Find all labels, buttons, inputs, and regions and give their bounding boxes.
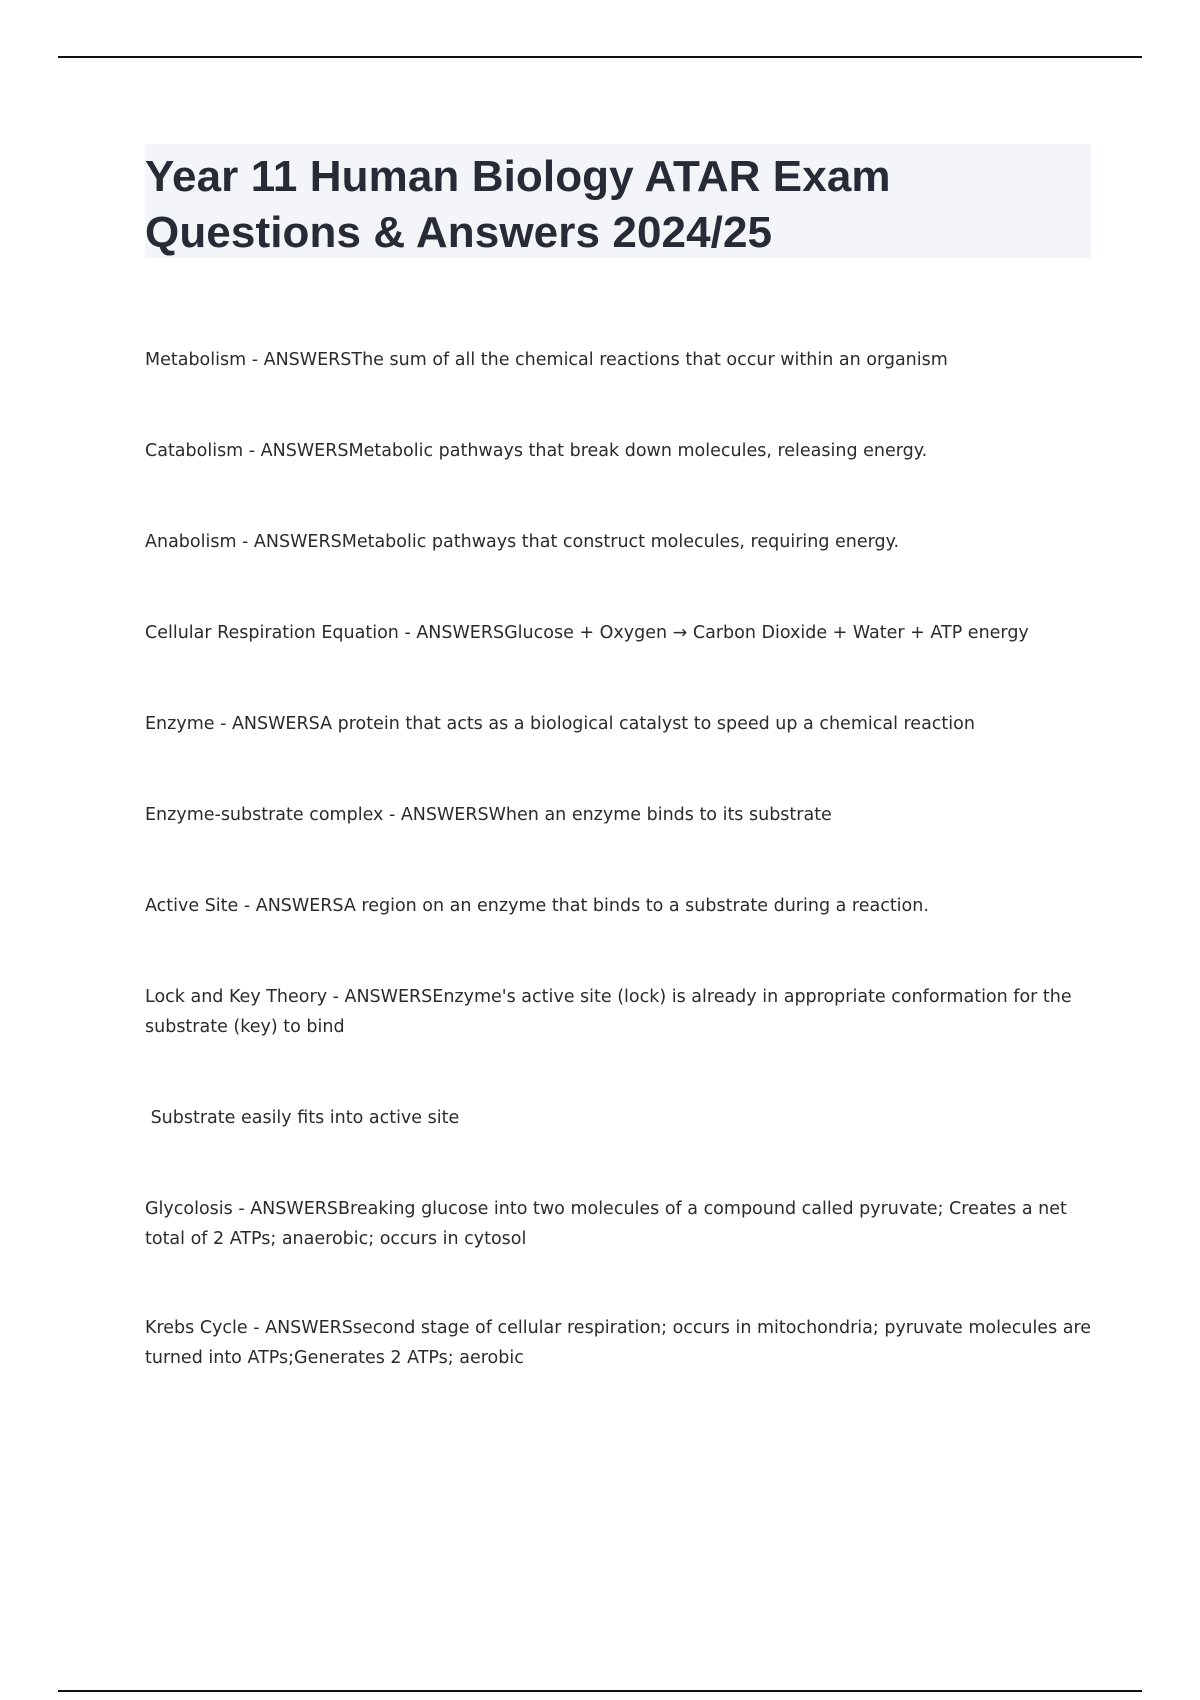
qa-entry-substrate-fits: Substrate easily fits into active site (145, 1108, 460, 1128)
qa-entry-metabolism: Metabolism - ANSWERSThe sum of all the chemical reactions that occur within an organism (145, 350, 948, 370)
qa-entry-anabolism: Anabolism - ANSWERSMetabolic pathways that construct molecules, requiring energy. (145, 532, 900, 552)
qa-entry-catabolism: Catabolism - ANSWERSMetabolic pathways that break down molecules, releasing energy. (145, 441, 928, 461)
bottom-rule (58, 1690, 1142, 1692)
qa-entry-cellular-respiration: Cellular Respiration Equation - ANSWERSGlucose + Oxygen → Carbon Dioxide + Water + ATP energy (145, 623, 1029, 643)
qa-entry-enzyme-substrate-complex: Enzyme-substrate complex - ANSWERSWhen an enzyme binds to its substrate (145, 805, 832, 825)
qa-entry-krebs-cycle: Krebs Cycle - ANSWERSsecond stage of cellular respiration; occurs in mitochondria; pyruvate molecules are turned into ATPs;Generates 2 ATPs; aerobic (145, 1318, 1092, 1368)
qa-entry-active-site: Active Site - ANSWERSA region on an enzyme that binds to a substrate during a reaction. (145, 896, 929, 916)
qa-entry-lock-and-key: Lock and Key Theory - ANSWERSEnzyme's active site (lock) is already in appropriate conformation for the substrate (key) to bind (145, 987, 1072, 1037)
document-title: Year 11 Human Biology ATAR Exam Questions & Answers 2024/25 (145, 152, 891, 257)
title-block (145, 144, 1091, 258)
top-rule (58, 56, 1142, 58)
qa-entry-glycolosis: Glycolosis - ANSWERSBreaking glucose into two molecules of a compound called pyruvate; Creates a net total of 2 ATPs; anaerobic; occurs in cytosol (145, 1199, 1067, 1249)
qa-entry-enzyme: Enzyme - ANSWERSA protein that acts as a biological catalyst to speed up a chemical reaction (145, 714, 975, 734)
